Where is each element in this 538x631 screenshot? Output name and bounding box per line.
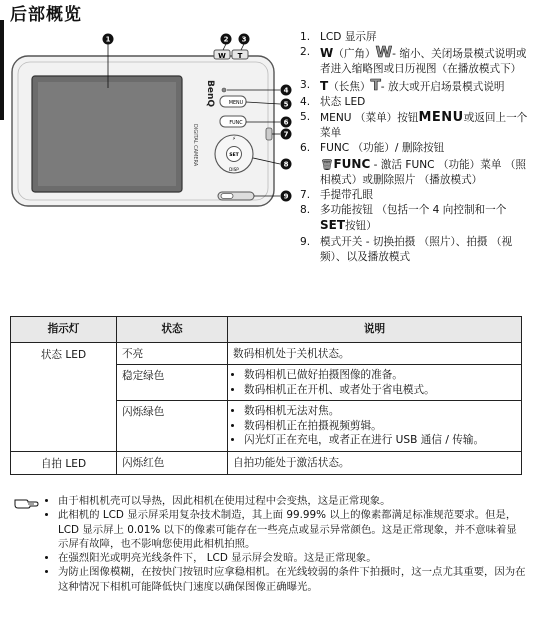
note-item: • 为防止图像模糊，在按快门按钮时应拿稳相机。在光线较弱的条件下拍摄时，这一点尤其重要，因为在这种情况下相机可能降低快门速度以确保图像正确曝光。 [58, 565, 526, 594]
note-item: • 在强烈阳光或明亮光线条件下， LCD 显示屏会发暗。这是正常现象。 [58, 551, 526, 565]
table-header: 状态 [117, 317, 228, 343]
note-item: • 此相机的 LCD 显示屏采用复杂技术制造，其上面 99.99% 以上的像素都满足标准规范要求。但是， LCD 显示屏上 0.01% 以下的像素可能存在一些亮点或显示异常颜色。这是正常现象，并不意味着显示屏有故障，也不影响您使用此相机拍照。 [58, 508, 526, 551]
svg-text:3: 3 [241, 35, 247, 44]
brand-logo: BenQ [205, 80, 215, 108]
zoom-tele-icon: T [370, 75, 381, 94]
svg-text:7: 7 [283, 130, 289, 139]
list-item: 6. FUNC （功能）/ 删除按钮 🗑FUNC - 激活 FUNC （功能）菜单 （照相模式）或删除照片 （播放模式） [300, 142, 527, 186]
table-cell: 数码相机处于关机状态。 [228, 343, 522, 365]
status-led [222, 88, 226, 92]
table-header: 指示灯 [11, 317, 117, 343]
list-item: 1. LCD 显示屏 [300, 31, 377, 43]
note-item: • 由于相机机壳可以导热，因此相机在使用过程中会变热，这是正常现象。 [58, 494, 526, 508]
svg-text:8: 8 [283, 160, 289, 169]
table-cell: 闪烁红色 [117, 451, 228, 474]
table-row [11, 451, 522, 474]
svg-text:MENU: MENU [228, 101, 244, 106]
svg-text:W: W [218, 52, 226, 60]
section-side-bar [0, 20, 4, 120]
page-title: 后部概览 [10, 5, 82, 25]
parts-list [300, 30, 530, 265]
note-hand-icon [14, 496, 40, 510]
table-cell: 不亮 [117, 343, 228, 365]
list-item: 5. MENU （菜单）按钮MENU或返回上一个菜单 [300, 110, 528, 140]
table-cell: 自拍 LED [11, 451, 117, 474]
svg-text:T: T [237, 52, 243, 60]
table-cell: 闪烁绿色 [117, 401, 228, 452]
list-item: 8. 多功能按钮 （包括一个 4 向控制和一个SET按钮） [300, 204, 507, 233]
notes-section [48, 494, 526, 594]
svg-text:2: 2 [223, 35, 229, 44]
list-item: 3. T（长焦）T- 放大或开启场景模式说明 [300, 75, 505, 94]
svg-text:1: 1 [105, 35, 111, 44]
table-cell: • 数码相机已做好拍摄图像的准备。 • 数码相机正在开机、或者处于省电模式。 [228, 365, 522, 401]
svg-text:⚡: ⚡ [232, 136, 236, 142]
zoom-wide-icon: W [375, 43, 393, 62]
list-item: 2. W（广角）W- 缩小、关闭场景模式说明或者进入缩略图或日历视图（在播放模式下） [300, 43, 527, 76]
svg-text:6: 6 [283, 118, 289, 127]
svg-text:DISP: DISP [229, 167, 239, 172]
trash-icon: 🗑 [320, 158, 334, 171]
led-status-table [10, 316, 522, 475]
list-item: 7. 手提带孔眼 [300, 189, 373, 202]
table-header: 说明 [228, 317, 522, 343]
table-cell: 状态 LED [11, 343, 117, 452]
table-cell: 自拍功能处于激活状态。 [228, 451, 522, 474]
table-cell: • 数码相机无法对焦。 • 数码相机正在拍摄视频剪辑。 • 闪光灯正在充电，或者正在进行 USB 通信 / 传输。 [228, 401, 522, 452]
svg-text:5: 5 [283, 100, 289, 109]
camera-back-illustration [8, 28, 298, 218]
svg-text:SET: SET [229, 153, 239, 158]
side-text: DIGITAL CAMERA [192, 124, 198, 167]
svg-text:4: 4 [283, 86, 289, 95]
table-cell: 稳定绿色 [117, 365, 228, 401]
list-item: 4. 状态 LED [300, 95, 366, 108]
list-item: 9. 模式开关 - 切换拍摄 （照片）、拍摄 （视频）、以及播放模式 [300, 235, 513, 263]
svg-text:FUNC: FUNC [229, 121, 243, 126]
svg-text:9: 9 [283, 192, 289, 201]
table-row [11, 343, 522, 365]
